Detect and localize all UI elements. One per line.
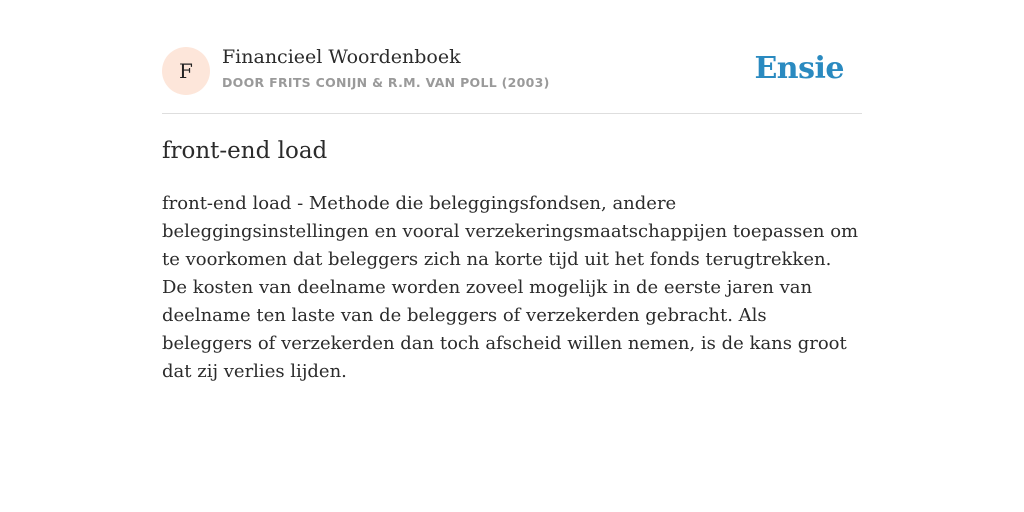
page-container xyxy=(162,0,862,382)
dictionary-header xyxy=(162,0,862,114)
ensie-logo-link[interactable]: Ensie xyxy=(754,51,844,86)
entry-term: front-end load xyxy=(162,138,328,164)
entry-definition: front-end load - Methode die beleggingsfondsen, andere beleggingsinstellingen en vooral verzekeringsmaatschappijen toepassen om te voorkomen dat beleggers zich na korte tijd uit het fonds terugtrekken. De kosten van deelname worden zoveel mogelijk in de eerste jaren van deelname ten laste van de beleggers of verzekerden gebracht. Als beleggers of verzekerden dan toch afscheid willen nemen, is de kans groot dat zij verlies lijden. xyxy=(162,193,859,382)
dictionary-byline: DOOR FRITS CONIJN & R.M. VAN POLL (2003) xyxy=(222,75,550,90)
dictionary-title[interactable]: Financieel Woordenboek xyxy=(222,46,461,68)
dictionary-avatar[interactable]: F xyxy=(162,47,210,95)
